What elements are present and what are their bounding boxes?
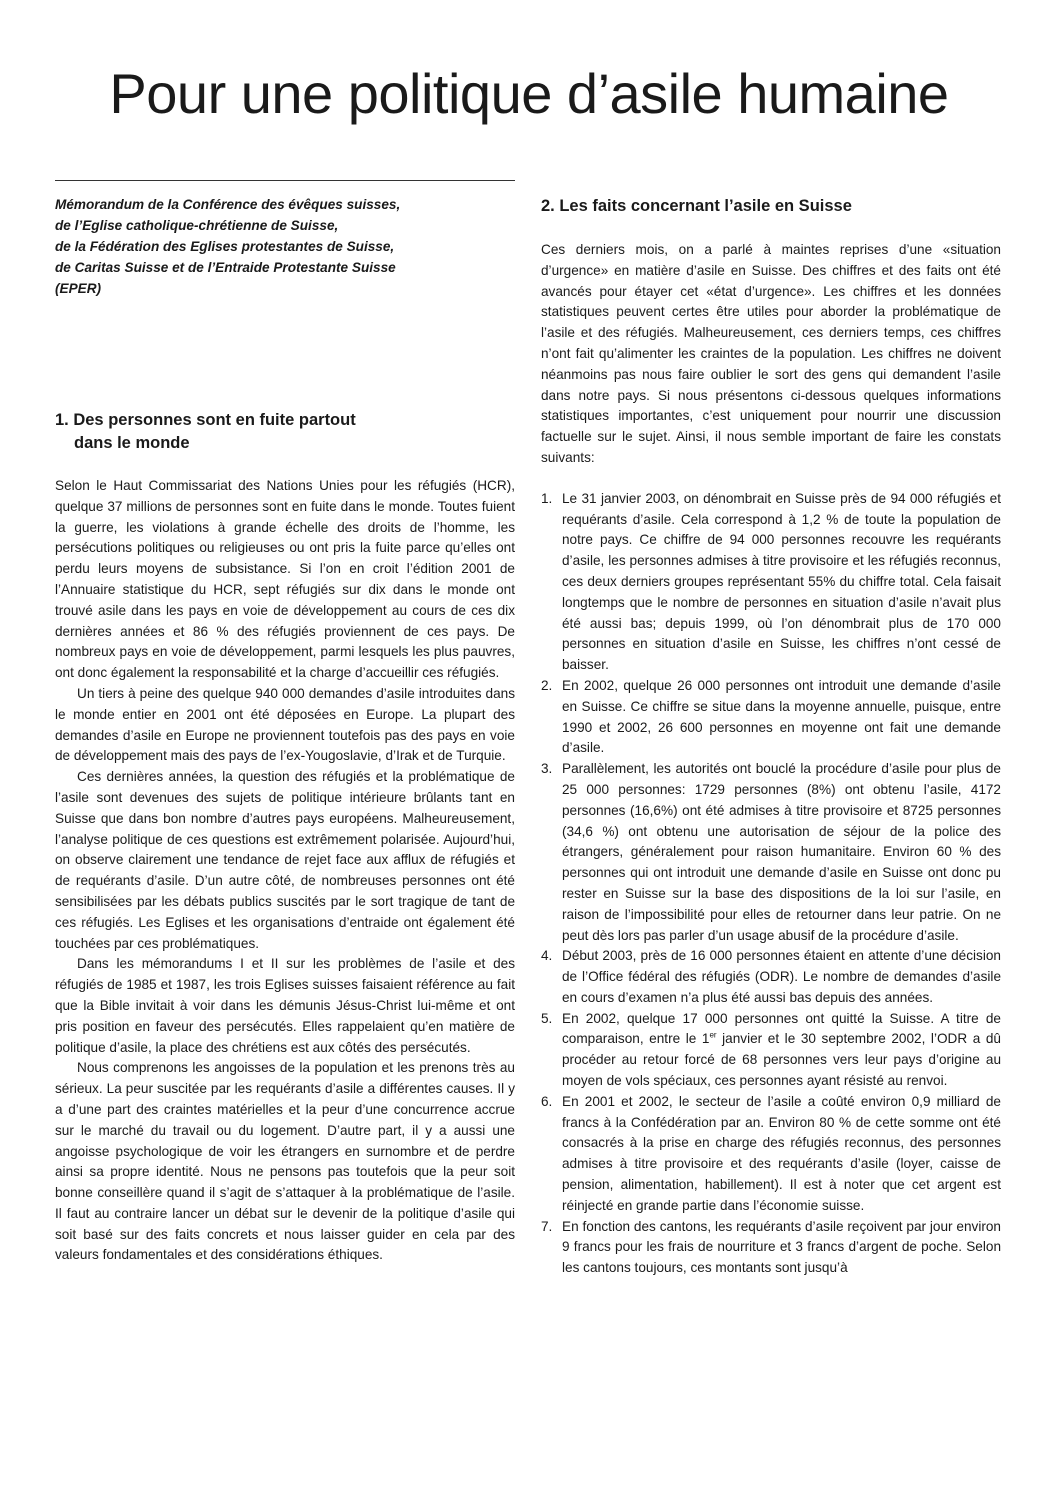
- list-item-number: 4.: [541, 948, 553, 964]
- list-item-text: Parallèlement, les autorités ont bouclé la procédure d’asile pour plus de 25 000 personnes: 1729 personnes (8%) ont obtenu l’asile, 4172 personnes (16,6%) ont été admises à titre provisoire et 8725 personnes (34,6 %) ont obtenu une autorisation de séjour de la police des étrangers, généralement pour raison humanitaire. Environ 60 % des personnes qui ont introduit une demande d’asile en Suisse ont donc pu rester en Suisse sur la base des dispositions de la loi sur l’asile, en raison de l’impossibilité pour elles de retourner dans leur patrie. On ne peut dès lors pas parler d’un usage abusif de la procédure d’asile.: [562, 761, 1001, 943]
- list-item-number: 2.: [541, 677, 553, 693]
- memo-line: (EPER): [55, 281, 102, 296]
- section-2-intro: Ces derniers mois, on a parlé à maintes reprises d’une «situation d’urgence» en matière d’asile en Suisse. Des chiffres et des faits ont été avancés pour étayer cet «état d’urgence». Les chiffres et les données statistiques peuvent certes être utiles pour aborder la problématique de l’asile et des réfugiés. Malheureusement, ces derniers temps, ces chiffres n’ont fait qu’alimenter les craintes de la population. Les chiffres ne doivent néanmoins pas nous faire oublier le sort des gens qui demandent l’asile dans notre pays. Si nous présentons ci-dessous quelques informations statistiques importantes, c’est uniquement pour nourrir une discussion factuelle sur le sujet. Ainsi, il nous semble important de faire les constats suivants:: [541, 242, 1001, 465]
- list-item-text: Le 31 janvier 2003, on dénombrait en Suisse près de 94 000 réfugiés et requérants d’asile. Cela correspond à 1,2 % de toute la population de notre pays. Ce chiffre de 94 000 personnes recouvre les requérants d’asile, les personnes admises à titre provisoire et les réfugiés reconnus, ces deux derniers groupes représentant 55% du chiffre total. Cela faisait longtemps que le nombre de personnes en situation d’asile n’avait plus été aussi bas; depuis 1999, où l’on dénombrait plus de 170 000 personnes en situation d’asile en Suisse, les chiffres n’ont cessé de baisser.: [562, 490, 1001, 673]
- list-item: [541, 1009, 1001, 1092]
- list-item-number: 7.: [541, 1218, 553, 1234]
- section-1-paragraph: Ces dernières années, la question des réfugiés et la problématique de l’asile sont devenues des sujets de politique intérieure brûlants tant en Suisse que dans bon nombre d’autres pays européens. Malheureusement, l’analyse politique de ces questions est extrêmement polarisée. Aujourd’hui, on observe clairement une tendance de rejet face aux afflux de réfugiés et de requérants d’asile. D’un autre côté, de nombreuses personnes ont été sensibilisées par les débats publics suscités par le sort tragique de tant de ces réfugiés. Les Eglises et les organisations d’entraide ont également été touchées par ces problématiques.: [55, 769, 515, 951]
- section-1-heading: [55, 409, 515, 455]
- list-item-text: En 2002, quelque 17 000 personnes ont quitté la Suisse. A titre de comparaison, entre le 1: [562, 1010, 1001, 1047]
- list-item-text: En 2002, quelque 26 000 personnes ont introduit une demande d’asile en Suisse. Ce chiffre se situe dans la moyenne annuelle, puisque, entre 1990 et 2002, 26 600 personnes en moyenne ont fait une demande d’asile.: [562, 677, 1001, 756]
- list-item-number: 6.: [541, 1093, 553, 1109]
- list-item-number: 3.: [541, 761, 553, 777]
- facts-list: [541, 489, 1001, 1279]
- list-item-text: Début 2003, près de 16 000 personnes étaient en attente d’une décision de l’Office fédéral des réfugiés (ODR). Le nombre de demandes d’asile en cours d’examen n’a plus été aussi bas depuis des années.: [562, 948, 1001, 1005]
- list-item-text: En fonction des cantons, les requérants d’asile reçoivent par jour environ 9 francs pour les frais de nourriture et 3 francs d’argent de poche. Selon les cantons toujours, ces montants sont jusqu’à: [562, 1218, 1001, 1276]
- memo-line: Mémorandum de la Conférence des évêques suisses,: [55, 197, 401, 212]
- list-item-number: 1.: [541, 490, 553, 506]
- section-1-paragraph: Dans les mémorandums I et II sur les problèmes de l’asile et des réfugiés de 1985 et 1987, les trois Eglises suisses faisaient référence au fait que la Bible invitait à voir dans les démunis Jésus-Christ lui-même et ont pris position en faveur des persécutés. Elles rappelaient qu’en matière de politique d’asile, la place des chrétiens est aux côtés des persécutés.: [55, 956, 515, 1055]
- right-column: [541, 180, 1001, 1279]
- page-title: Pour une politique d’asile humaine: [109, 62, 949, 125]
- list-item: [541, 1092, 1001, 1217]
- section-1-heading-line-2: dans le monde: [74, 434, 190, 452]
- memo-line: de Caritas Suisse et de l’Entraide Protestante Suisse: [55, 260, 396, 275]
- list-item-text: En 2001 et 2002, le secteur de l’asile a coûté environ 0,9 milliard de francs à la Confédération par an. Environ 80 % de cette somme ont été consacrés à la prise en charge des réfugiés reconnus, des personnes admises à titre provisoire et des requérants d’asile (loyer, caisse de pension, alimentation, habillement). Il est à noter que cet argent est réinjecté en grande partie dans l’économie suisse.: [562, 1093, 1001, 1213]
- section-1-heading-line-1: 1. Des personnes sont en fuite partout: [55, 411, 356, 429]
- memorandum-header: [55, 180, 515, 299]
- section-1-paragraph: Nous comprenons les angoisses de la population et les prenons très au sérieux. La peur suscitée par les requérants d’asile a différentes causes. Il y a d’une part des craintes matérielles et la peur d’une concurrence accrue sur le marché du travail ou du logement. D’autre part, il y a aussi une angoisse psychologique de voir les étrangers en surnombre et de perdre ainsi sa propre identité. Nous ne pensons pas toutefois que la peur soit bonne conseillère quand il s’agit de s’attaquer à la problématique de l’asile. Il faut au contraire lancer un débat sur le devenir de la politique d’asile qui soit basé sur des faits concrets et nous laisser guider en cela par des valeurs fondamentales et des considérations éthiques.: [55, 1060, 515, 1263]
- list-item: [541, 759, 1001, 946]
- list-item: [541, 489, 1001, 676]
- memo-line: de la Fédération des Eglises protestantes de Suisse,: [55, 239, 395, 254]
- left-column: [55, 180, 515, 1266]
- list-item: [541, 946, 1001, 1008]
- superscript-ordinal: er: [709, 1030, 717, 1040]
- list-item-number: 5.: [541, 1010, 553, 1026]
- list-item: [541, 676, 1001, 759]
- section-1-paragraph: Selon le Haut Commissariat des Nations Unies pour les réfugiés (HCR), quelque 37 millions de personnes sont en fuite dans le monde. Toutes fuient la guerre, les violations à grande échelle des droits de l’homme, les persécutions politiques ou religieuses ou ont pris la fuite parce qu’elles ont perdu leurs moyens de subsistance. Si l’on en croit l’édition 2001 de l’Annuaire statistique du HCR, sept réfugiés sur dix dans le monde ont trouvé asile dans les pays en voie de développement au cours de ces dix dernières années et 86 % des réfugiés proviennent de ces pays. De nombreux pays en voie de développement, parmi lesquels les plus pauvres, ont donc également la responsabilité et la charge d’accueillir ces réfugiés.: [55, 478, 515, 681]
- memo-line: de l’Eglise catholique-chrétienne de Suisse,: [55, 218, 339, 233]
- section-1-paragraph: Un tiers à peine des quelque 940 000 demandes d’asile introduites dans le monde entier en 2001 ont été déposées en Europe. La plupart des demandes d’asile en Europe ne proviennent toutefois pas des pays en voie de développement mais des pays de l’ex-Yougoslavie, d’Irak et de Turquie.: [55, 685, 515, 764]
- section-2-heading: 2. Les faits concernant l’asile en Suisse: [541, 197, 852, 215]
- list-item: [541, 1217, 1001, 1279]
- list-item-text: janvier et le 30 septembre 2002, l’ODR a dû procéder au retour forcé de 68 personnes vers leur pays d’origine au moyen de vols spéciaux, ces personnes ayant résisté au renvoi.: [562, 1031, 1001, 1089]
